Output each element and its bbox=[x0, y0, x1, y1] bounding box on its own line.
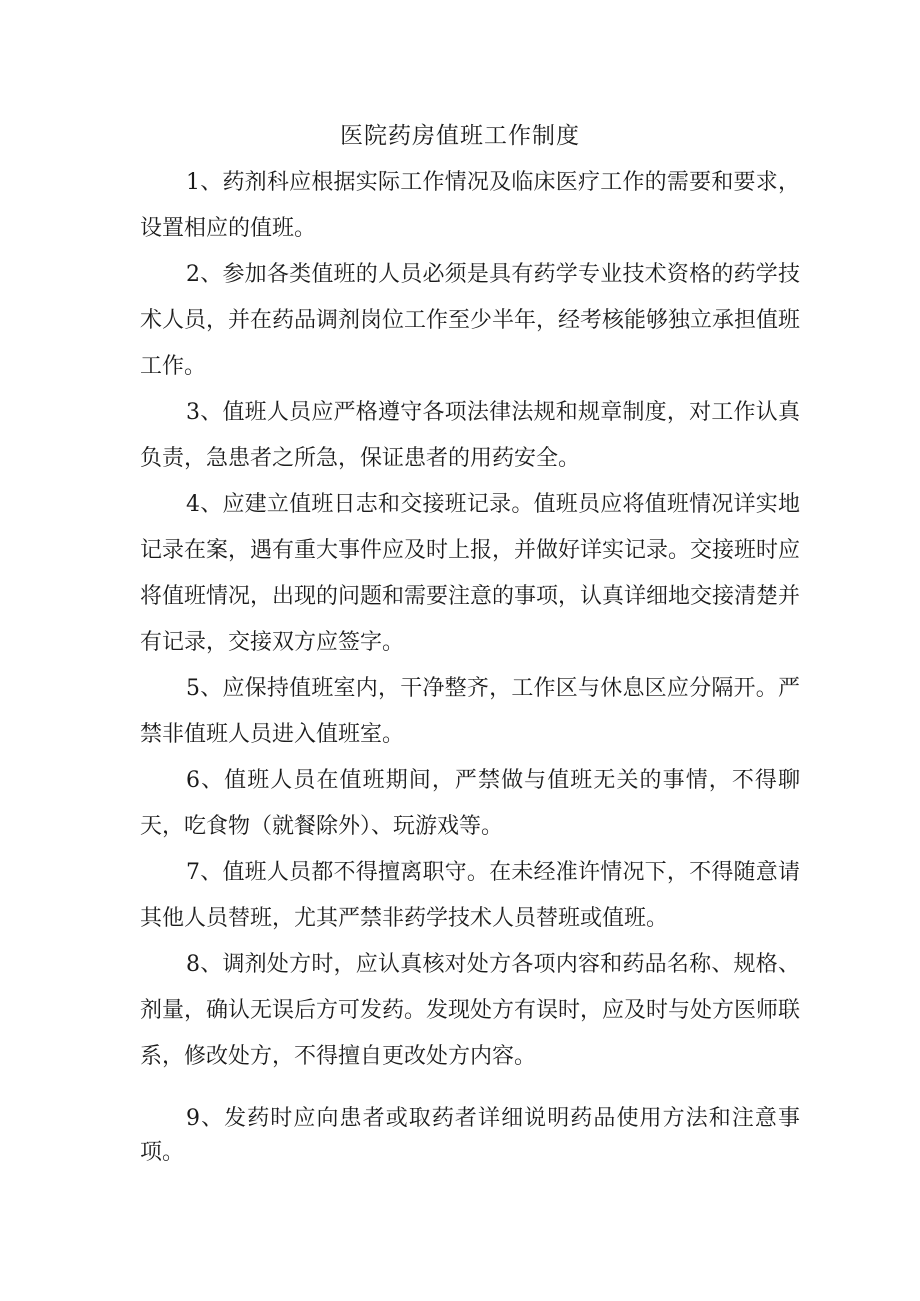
document-title: 医院药房值班工作制度 bbox=[340, 123, 580, 149]
paragraph-8: 8、调剂处方时，应认真核对处方各项内容和药品名称、规格、剂量，确认无误后方可发药。发现处方有误时，应及时与处方医师联系，修改处方，不得擅自更改处方内容。 bbox=[140, 952, 801, 1069]
paragraph-2: 2、参加各类值班的人员必须是具有药学专业技术资格的药学技术人员，并在药品调剂岗位工作至少半年，经考核能够独立承担值班工作。 bbox=[140, 262, 801, 379]
paragraph-7: 7、值班人员都不得擅离职守。在未经准许情况下，不得随意请其他人员替班，尤其严禁非药学技术人员替班或值班。 bbox=[140, 860, 800, 931]
paragraph-5: 5、应保持值班室内，干净整齐，工作区与休息区应分隔开。严禁非值班人员进入值班室。 bbox=[140, 676, 800, 747]
paragraph-4: 4、应建立值班日志和交接班记录。值班员应将值班情况详实地记录在案，遇有重大事件应及时上报，并做好详实记录。交接班时应将值班情况，出现的问题和需要注意的事项，认真详细地交接清楚并有记录，交接双方应签字。 bbox=[140, 492, 801, 655]
paragraph-3: 3、值班人员应严格遵守各项法律法规和规章制度，对工作认真负责，急患者之所急，保证患者的用药安全。 bbox=[140, 400, 800, 471]
paragraph-1: 1、药剂科应根据实际工作情况及临床医疗工作的需要和要求，设置相应的值班。 bbox=[140, 170, 800, 241]
paragraph-9: 9、发药时应向患者或取药者详细说明药品使用方法和注意事项。 bbox=[140, 1106, 800, 1165]
paragraph-6: 6、值班人员在值班期间，严禁做与值班无关的事情，不得聊天，吃食物（就餐除外）、玩游戏等。 bbox=[140, 768, 800, 839]
